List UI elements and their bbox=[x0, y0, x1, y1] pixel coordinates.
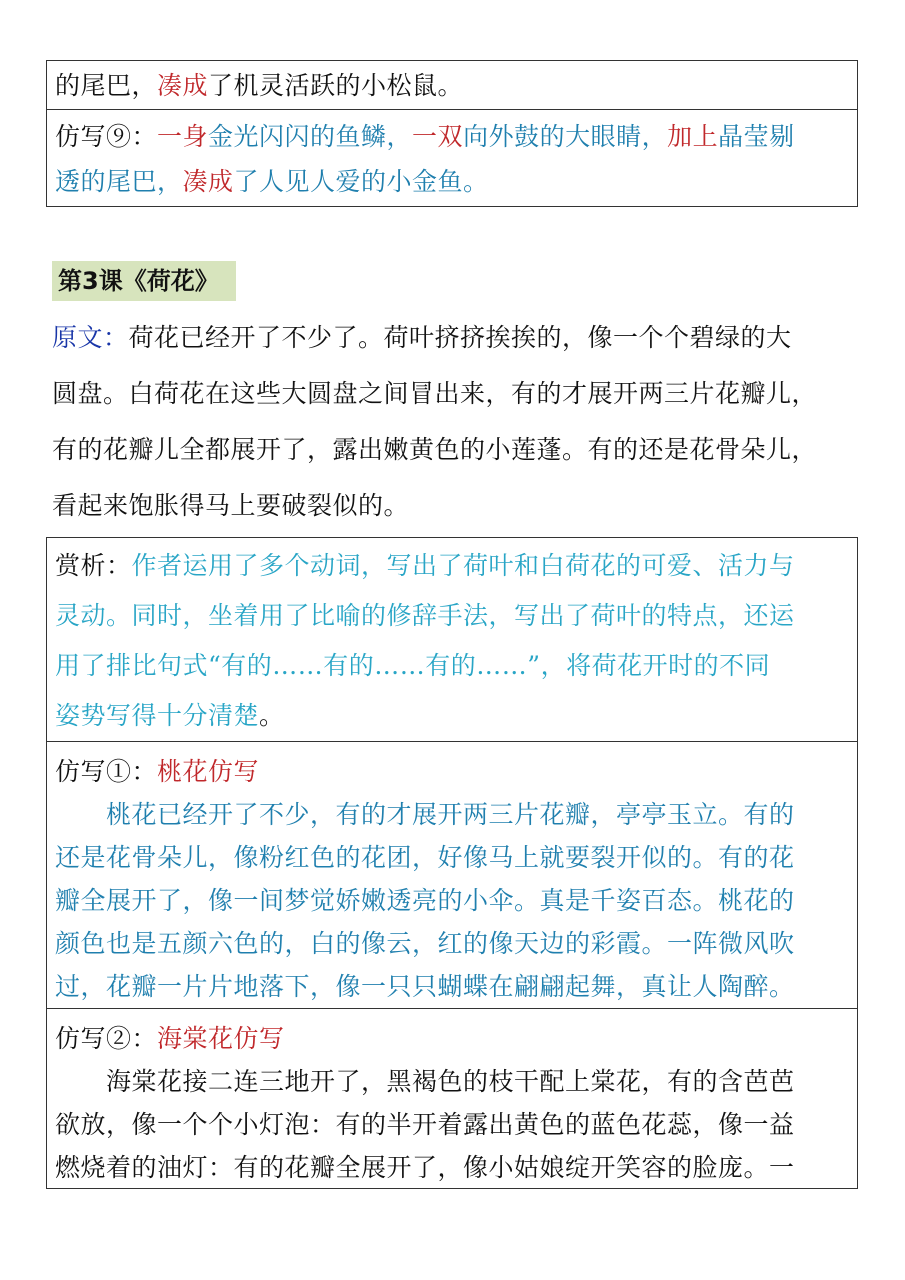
imitation-2-text: 欲放，像一个个小灯泡：有的半开着露出黄色的蓝色花蕊，像一益 bbox=[55, 1110, 795, 1139]
analysis-text: 姿势写得十分清楚 bbox=[55, 701, 260, 730]
text-segment: 透的尾巴， bbox=[55, 167, 183, 196]
text-segment: 晶莹剔 bbox=[718, 122, 795, 151]
text-segment: 的尾巴， bbox=[55, 71, 158, 100]
analysis-end-punct: 。 bbox=[259, 701, 285, 730]
imitation-label: 仿写①： bbox=[55, 757, 158, 786]
imitation-1-text: 过，花瓣一片片地落下，像一只只蝴蝶在翩翩起舞，真让人陶醉。 bbox=[55, 972, 795, 1001]
imitation-9-line-2 bbox=[47, 159, 857, 204]
imitation-2-box bbox=[46, 1009, 858, 1189]
box1-line bbox=[47, 61, 857, 111]
text-segment: 金光闪闪的鱼鳞， bbox=[208, 122, 413, 151]
text-segment: 了机灵活跃的小松鼠。 bbox=[208, 71, 464, 100]
text-box-ending bbox=[46, 60, 858, 110]
analysis-line bbox=[47, 691, 857, 741]
analysis-text: 灵动。同时，坐着用了比喻的修辞手法，写出了荷叶的特点，还运 bbox=[55, 601, 795, 630]
original-text-line: 荷花已经开了不少了。荷叶挤挤挨挨的，像一个个碧绿的大 bbox=[128, 323, 792, 352]
keyword-red: 加上 bbox=[667, 122, 719, 151]
imitation-title: 桃花仿写 bbox=[157, 757, 260, 786]
original-text-line: 圆盘。白荷花在这些大圆盘之间冒出来，有的才展开两三片花瓣儿， bbox=[52, 379, 818, 408]
lesson-number: 第3课 bbox=[58, 267, 123, 295]
original-text bbox=[52, 310, 872, 534]
analysis-text: 用了排比句式“有的……有的……有的……”，将荷花开时的不同 bbox=[55, 651, 771, 680]
imitation-2-text: 海棠花接二连三地开了，黑褐色的枝干配上棠花，有的含芭芭 bbox=[55, 1067, 795, 1096]
imitation-2-header bbox=[47, 1017, 857, 1060]
imitation-1-header bbox=[47, 750, 857, 793]
keyword-red: 一身 bbox=[157, 122, 209, 151]
text-segment: 向外鼓的大眼睛， bbox=[463, 122, 668, 151]
imitation-title: 海棠花仿写 bbox=[157, 1024, 285, 1053]
original-label: 原文： bbox=[52, 323, 129, 352]
lesson-title: 《荷花》 bbox=[122, 266, 219, 295]
original-line bbox=[52, 310, 872, 366]
imitation-9-box bbox=[46, 110, 858, 207]
analysis-line bbox=[47, 541, 857, 591]
keyword-red: 凑成 bbox=[182, 167, 234, 196]
imitation-1-text: 瓣全展开了，像一间梦觉娇嫩透亮的小伞。真是千姿百态。桃花的 bbox=[55, 886, 795, 915]
original-text-line: 看起来饱胀得马上要破裂似的。 bbox=[52, 491, 410, 520]
imitation-9-line-1 bbox=[47, 114, 857, 159]
analysis-box bbox=[46, 537, 858, 742]
keyword-red: 凑成 bbox=[157, 71, 209, 100]
imitation-1-text: 颜色也是五颜六色的，白的像云，红的像天边的彩霞。一阵微风吹 bbox=[55, 929, 795, 958]
text-segment: 了人见人爱的小金鱼。 bbox=[233, 167, 489, 196]
analysis-text: 作者运用了多个动词，写出了荷叶和白荷花的可爱、活力与 bbox=[131, 551, 795, 580]
imitation-label: 仿写②： bbox=[55, 1024, 158, 1053]
imitation-2-text: 燃烧着的油灯：有的花瓣全展开了，像小姑娘绽开笑容的脸庞。一 bbox=[55, 1153, 795, 1182]
lesson-heading bbox=[52, 261, 236, 301]
keyword-red: 一双 bbox=[412, 122, 464, 151]
imitation-1-text: 还是花骨朵儿，像粉红色的花团，好像马上就要裂开似的。有的花 bbox=[55, 843, 795, 872]
analysis-label: 赏析： bbox=[55, 551, 132, 580]
original-text-line: 有的花瓣儿全都展开了，露出嫩黄色的小莲蓬。有的还是花骨朵儿， bbox=[52, 435, 818, 464]
imitation-1-text: 桃花已经开了不少，有的才展开两三片花瓣，亭亭玉立。有的 bbox=[55, 800, 795, 829]
imitation-1-box bbox=[46, 742, 858, 1009]
imitation-label: 仿写⑨： bbox=[55, 122, 158, 151]
